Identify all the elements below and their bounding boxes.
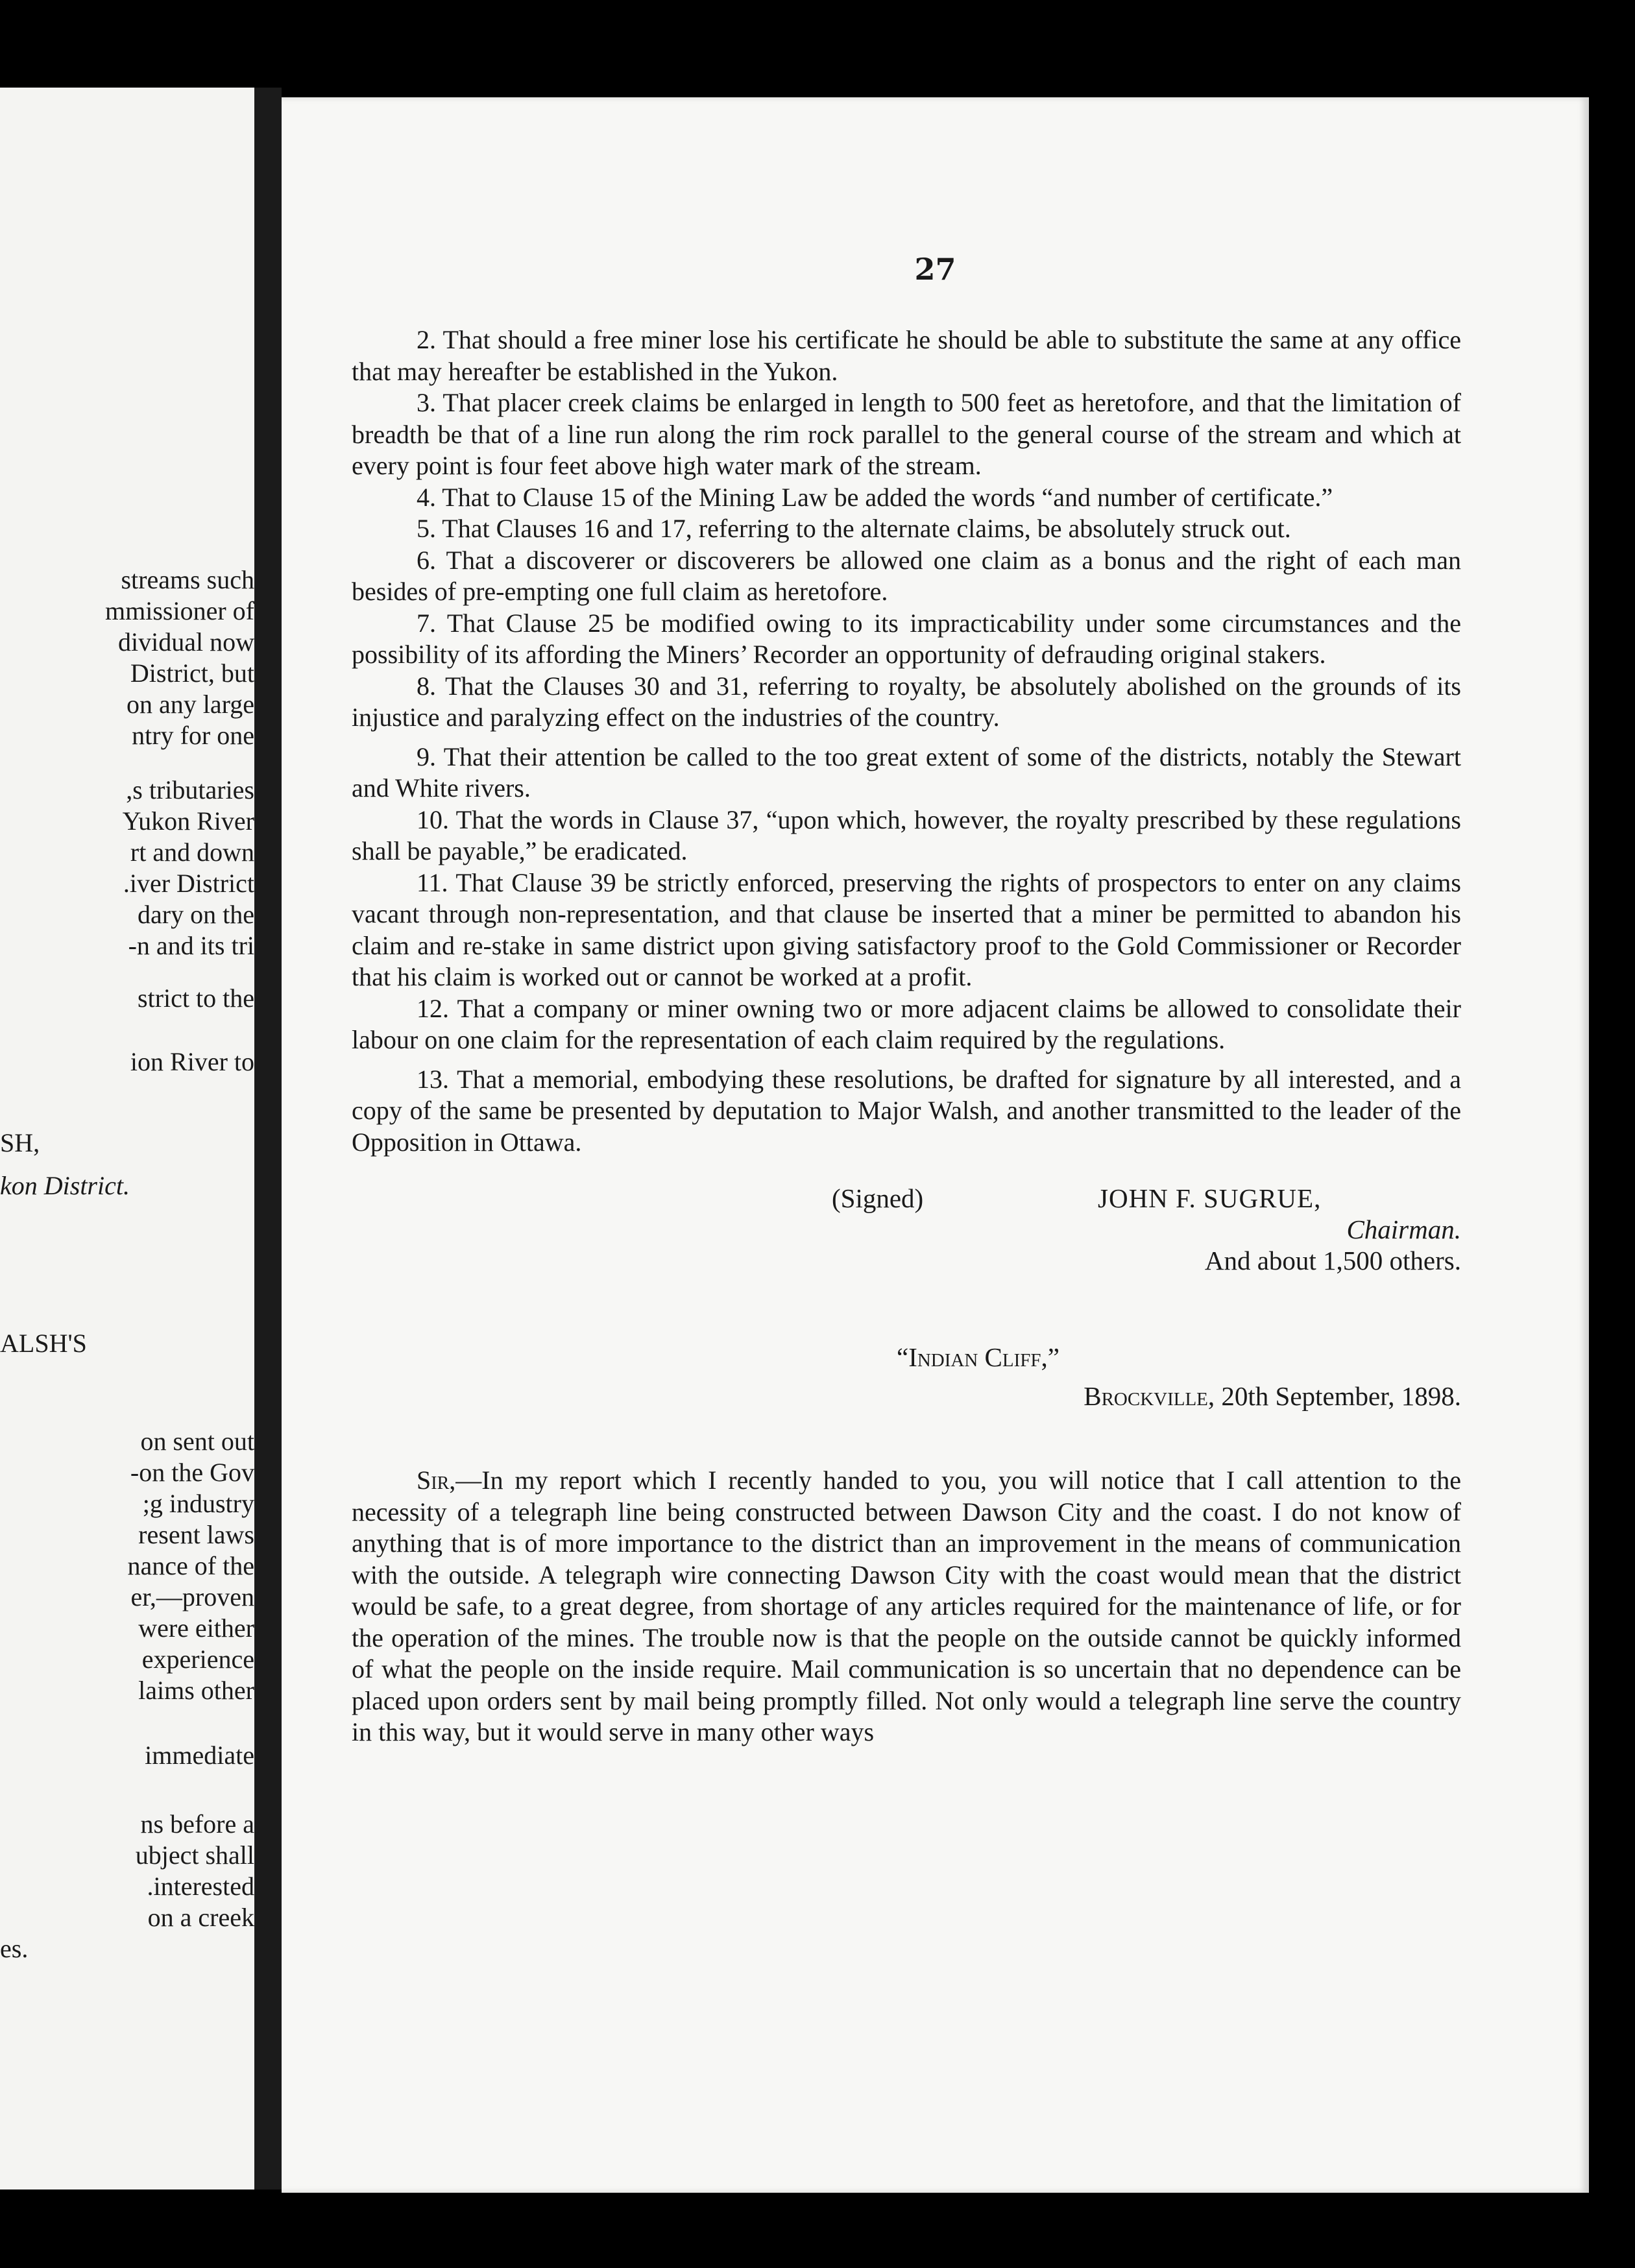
resolution-8: 8. That the Clauses 30 and 31, referring to royalty, be absolutely abolished on the grounds of its injustice and paralyzing effect on the industries of the country.	[352, 671, 1461, 732]
signatory-others: And about 1,500 others.	[1204, 1246, 1461, 1275]
signatory-title: Chairman.	[1346, 1214, 1461, 1244]
signed-label: (Signed)	[832, 1183, 924, 1213]
document-page	[282, 97, 1589, 2193]
book-gutter	[254, 88, 282, 2190]
letter-salutation: Sir,	[417, 1466, 456, 1495]
resolution-7: 7. That Clause 25 be modified owing to its impracticability under some circumstances and the possibility of its affording the Miners’ Recorder an opportunity of defrauding original stakers.	[352, 608, 1461, 669]
resolution-12: 12. That a company or miner owning two or more adjacent claims be allowed to consolidate their labour on one claim for the representation of each claim required by the regulations.	[352, 993, 1461, 1054]
left-text-fragment: on the Gov-	[130, 1458, 254, 1487]
left-text-fragment: on a creek	[147, 1903, 254, 1932]
left-text-fragment: laims other	[138, 1676, 254, 1705]
letter-body	[352, 1465, 1461, 1748]
left-text-fragment: interested.	[147, 1872, 254, 1901]
left-text-fragment: iver District.	[123, 869, 254, 898]
previous-page	[0, 88, 254, 2190]
left-text-fragment: er,—proven	[130, 1582, 254, 1611]
left-text-fragment: n and its tri-	[128, 931, 254, 960]
left-text-fragment: District, but	[130, 658, 254, 688]
dateline-place: “Indian Cliff,”	[897, 1342, 1060, 1372]
left-text-fragment: dividual now	[118, 627, 254, 657]
resolution-5: 5. That Clauses 16 and 17, referring to the alternate claims, be absolutely struck out.	[417, 514, 1291, 543]
left-text-fragment: g industry;	[142, 1489, 254, 1518]
left-text-fragment: were either	[138, 1613, 254, 1643]
dateline-date	[1084, 1381, 1461, 1412]
left-text-fragment: on any large	[127, 690, 254, 719]
page-number: 27	[914, 252, 956, 287]
left-text-fragment: immediate	[145, 1741, 254, 1770]
left-text-fragment: dary on the	[138, 900, 254, 929]
left-text-fragment: resent laws	[138, 1520, 254, 1549]
letter-dateline	[352, 1342, 1461, 1439]
resolution-3: 3. That placer creek claims be enlarged in length to 500 feet as heretofore, and that the limitation of breadth be that of a line run along the rim rock parallel to the general course of the stream and which at every point is four feet above high water mark of the stream.	[352, 388, 1461, 480]
left-text-fragment: SH,	[0, 1128, 40, 1157]
resolution-13: 13. That a memorial, embodying these resolutions, be drafted for signature by all interested, and a copy of the same be presented by deputation to Major Walsh, and another transmitted to the leader of the Opposition in Ottawa.	[352, 1064, 1461, 1157]
dateline-date-text: , 20th September, 1898.	[1207, 1381, 1461, 1411]
left-text-fragment: streams such	[121, 565, 254, 594]
letter-text: —In my report which I recently handed to you, you will notice that I call attention to the necessity of a telegraph line being constructed between Dawson City and the coast. I do not know of anything that is of more importance to the district than an improvement in the means of communication with the outside. A telegraph wire connecting Dawson City with the coast would mean that the district would be safe, to a great degree, from shortage of any articles required for the maintenance of life, or for the operation of the mines. The trouble now is that the people on the outside cannot be quickly informed of what the people on the inside require. Mail communication is so uncertain that no dependence can be placed upon orders sent by mail being promptly filled. Not only would a telegraph line serve the country in this way, but it would serve in many other ways	[352, 1466, 1461, 1746]
left-text-fragment: nance of the	[127, 1551, 254, 1580]
left-text-fragment: es.	[0, 1934, 29, 1963]
dateline-city: Brockville	[1084, 1381, 1208, 1411]
left-text-fragment: rt and down	[130, 838, 254, 867]
left-text-fragment: ALSH'S	[0, 1329, 87, 1358]
page-content	[352, 324, 1461, 1748]
left-text-fragment: Yukon River	[122, 806, 254, 836]
left-text-fragment: strict to the	[138, 983, 254, 1013]
resolution-9: 9. That their attention be called to the too great extent of some of the districts, notably the Stewart and White rivers.	[352, 742, 1461, 802]
left-text-fragment: ntry for one	[132, 721, 254, 750]
resolution-2: 2. That should a free miner lose his certificate he should be able to substitute the same at any office that may hereafter be established in the Yukon.	[352, 325, 1461, 386]
resolution-6: 6. That a discoverer or discoverers be allowed one claim as a bonus and the right of each man besides of pre-empting one full claim as heretofore.	[352, 545, 1461, 606]
resolution-10: 10. That the words in Clause 37, “upon which, however, the royalty prescribed by these regulations shall be payable,” be eradicated.	[352, 804, 1461, 865]
left-text-fragment: experience	[141, 1645, 254, 1674]
resolution-11: 11. That Clause 39 be strictly enforced, preserving the rights of prospectors to enter on any claims vacant through non-representation, and that clause be inserted that a miner be permitted to abandon his claim and re-stake in same district upon giving satisfactory proof to the Gold Commissioner or Recorder that his claim is worked out or cannot be worked at a profit.	[352, 867, 1461, 991]
left-text-fragment: ns before a	[140, 1809, 254, 1839]
resolution-4: 4. That to Clause 15 of the Mining Law be added the words “and number of certificate.”	[417, 482, 1333, 512]
left-text-fragment: on sent out	[140, 1427, 254, 1456]
left-text-fragment: s tributaries,	[126, 775, 254, 804]
left-text-fragment: ion River to	[130, 1047, 254, 1076]
left-text-fragment: kon District.	[0, 1171, 130, 1200]
left-text-fragment: ubject shall	[135, 1840, 254, 1870]
left-text-fragment: mmissioner of	[105, 596, 254, 625]
signatory-name: JOHN F. SUGRUE,	[1098, 1183, 1322, 1213]
signature-block	[352, 1183, 1461, 1322]
